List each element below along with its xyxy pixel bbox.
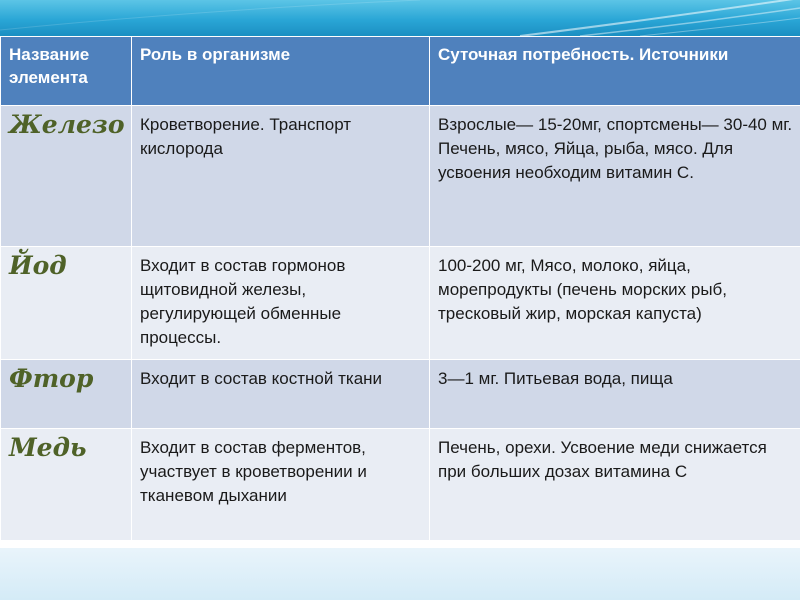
element-name-cell: Йод — [1, 247, 132, 360]
role-cell: Входит в состав костной ткани — [132, 360, 430, 429]
decorative-swoosh-lines — [0, 0, 800, 36]
table-row-fluorine — [1, 360, 800, 429]
trace-elements-table — [0, 36, 800, 541]
role-cell: Входит в состав гормонов щитовидной железы, регулирующей обменные процессы. — [132, 247, 430, 360]
header-daily-need-sources: Суточная потребность. Источники — [430, 37, 800, 106]
slide-top-band — [0, 0, 800, 36]
element-name-cell: Медь — [1, 429, 132, 541]
slide-bottom-band — [0, 548, 800, 600]
sources-cell: 100-200 мг, Мясо, молоко, яйца, морепродукты (печень морских рыб, тресковый жир, морская капуста) — [430, 247, 800, 360]
table-row-copper — [1, 429, 800, 541]
sources-cell: Взрослые— 15-20мг, спортсмены— 30-40 мг. Печень, мясо, Яйца, рыба, мясо. Для усвоения необходим витамин С. — [430, 106, 800, 247]
table-row-iron — [1, 106, 800, 247]
sources-cell: Печень, орехи. Усвоение меди снижается при больших дозах витамина С — [430, 429, 800, 541]
element-name-cell: Фтор — [1, 360, 132, 429]
sources-cell: 3—1 мг. Питьевая вода, пища — [430, 360, 800, 429]
role-cell: Входит в состав ферментов, участвует в кроветворении и тканевом дыхании — [132, 429, 430, 541]
table-row-iodine — [1, 247, 800, 360]
role-cell: Кроветворение. Транспорт кислорода — [132, 106, 430, 247]
header-role: Роль в организме — [132, 37, 430, 106]
header-element-name: Название элемента — [1, 37, 132, 106]
element-name-cell: Железо — [1, 106, 132, 247]
table-header-row — [1, 37, 800, 106]
